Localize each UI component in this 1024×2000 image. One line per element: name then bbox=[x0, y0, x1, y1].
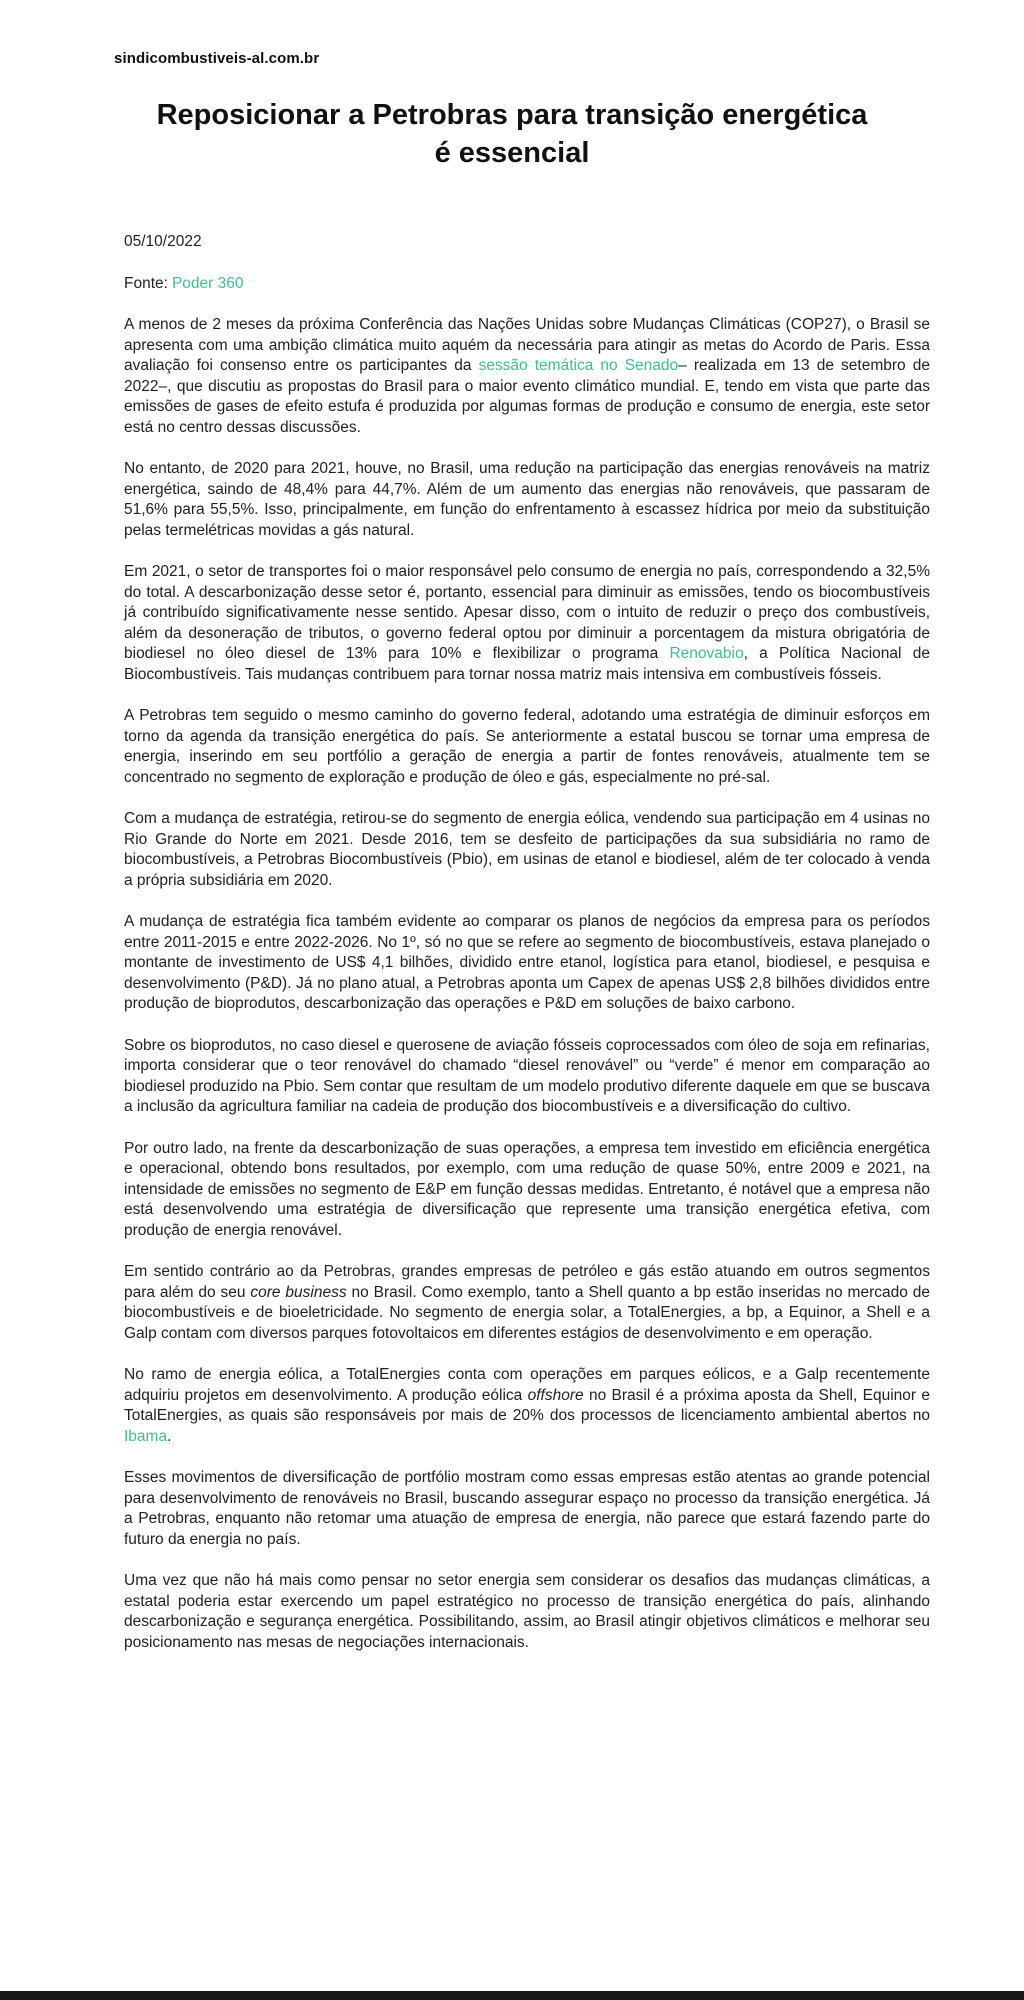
page-title-line-1: Reposicionar a Petrobras para transição energética bbox=[156, 99, 868, 131]
text-segment: A Petrobras tem seguido o mesmo caminho do governo federal, adotando uma estratégia de diminuir esforços em torno da agenda da transição energética do país. Se anteriormente a estatal buscou se tornar uma empresa de energia, inserindo em seu portfólio a geração de energia a partir de fontes renováveis, atualmente tem se concentrado no segmento de exploração e produção de óleo e gás, especialmente no pré-sal. bbox=[124, 707, 930, 786]
inline-link[interactable]: sessão temática no Senado bbox=[478, 357, 679, 374]
article-source bbox=[124, 274, 930, 295]
article-paragraph bbox=[124, 809, 930, 891]
article-paragraph bbox=[124, 1365, 930, 1447]
text-segment: no Brasil. Como exemplo, tanto a Shell quanto a bp estão inseridas no mercado de biocombustíveis e de bioeletricidade. No segmento de energia solar, a TotalEnergies, a bp, a Equinor, a Shell e a Galp contam com diversos parques fotovoltaicos em diferentes estágios de desenvolvimento e em operação. bbox=[124, 1283, 930, 1342]
text-segment: no Brasil é a próxima aposta da Shell, Equinor e TotalEnergies, as quais são responsáveis por mais de 20% dos processos de licenciamento ambiental abertos no bbox=[124, 1386, 931, 1424]
article-paragraph bbox=[124, 315, 930, 438]
article-paragraph bbox=[124, 706, 930, 788]
text-segment: No entanto, de 2020 para 2021, houve, no Brasil, uma redução na participação das energias renováveis na matriz energética, saindo de 48,4% para 44,7%. Além de um aumento das energias não renováveis, que passaram de 51,6% para 55,5%. Isso, principalmente, em função do enfrentamento à escassez hídrica por meio da substituição pelas termelétricas movidas a gás natural. bbox=[124, 460, 930, 539]
source-link[interactable]: Poder 360 bbox=[171, 274, 244, 292]
article-paragraph bbox=[124, 1139, 930, 1242]
article-paragraph bbox=[124, 459, 930, 541]
article-paragraph bbox=[124, 912, 930, 1015]
text-segment: Esses movimentos de diversificação de portfólio mostram como essas empresas estão atentas ao grande potencial para desenvolvimento de renováveis no Brasil, buscando assegurar espaço no processo da transição energética. Já a Petrobras, enquanto não retomar uma atuação de empresa de energia, não parece que estará fazendo parte do futuro da energia no país. bbox=[124, 1469, 930, 1548]
text-segment: A menos de 2 meses da próxima Conferência das Nações Unidas sobre Mudanças Climáticas (COP27), o Brasil se apresenta com uma ambição climática muito aquém da necessária para atingir as metas do Acordo de Paris. Essa avaliação foi consenso entre os participantes da bbox=[124, 316, 930, 374]
text-segment: A mudança de estratégia fica também evidente ao comparar os planos de negócios da empresa para os períodos entre 2011-2015 e entre 2022-2026. No 1º, só no que se refere ao segmento de biocombustíveis, estava planejado o montante de investimento de US$ 4,1 bilhões, dividido entre etanol, logística para etanol, biodiesel, e pesquisa e desenvolvimento (P&D). Já no plano atual, a Petrobras aponta um Capex de apenas US$ 2,8 bilhões divididos entre produção de bioprodutos, descarbonização das operações e P&D em soluções de baixo carbono. bbox=[124, 913, 930, 1012]
article-paragraph bbox=[124, 1468, 930, 1550]
article-paragraph bbox=[124, 562, 930, 685]
text-segment: Em 2021, o setor de transportes foi o maior responsável pelo consumo de energia no país, correspondendo a 32,5% do total. A descarbonização desse setor é, portanto, essencial para diminuir as emissões, tendo os biocombustíveis já contribuído significativamente nesse sentido. Apesar disso, com o intuito de reduzir o preço dos combustíveis, além da desoneração de tributos, o governo federal optou por diminuir a porcentagem da mistura obrigatória de biodiesel no óleo diesel de 13% para 10% e flexibilizar o programa bbox=[124, 563, 930, 662]
article-content bbox=[124, 232, 930, 1674]
page-title-line-2: é essencial bbox=[434, 137, 590, 169]
article-paragraph bbox=[124, 1571, 930, 1653]
source-label: Fonte: bbox=[124, 274, 168, 292]
text-segment: Em sentido contrário ao da Petrobras, grandes empresas de petróleo e gás estão atuando em outros segmentos para além do seu bbox=[124, 1263, 930, 1301]
italic-text: core business bbox=[250, 1283, 347, 1301]
site-name: sindicombustiveis-al.com.br bbox=[114, 50, 320, 67]
inline-link[interactable]: Renovabio bbox=[669, 645, 744, 662]
article-body bbox=[124, 315, 930, 1653]
article-date: 05/10/2022 bbox=[124, 233, 202, 250]
text-segment: , a Política Nacional de Biocombustíveis. Tais mudanças contribuem para tornar nossa matriz mais intensiva em combustíveis fósseis. bbox=[124, 645, 930, 683]
text-segment: No ramo de energia eólica, a TotalEnergies conta com operações em parques eólicos, e a Galp recentemente adquiriu projetos em desenvolvimento. A produção eólica bbox=[124, 1366, 930, 1404]
text-segment: Por outro lado, na frente da descarbonização de suas operações, a empresa tem investido em eficiência energética e operacional, obtendo bons resultados, por exemplo, com uma redução de quase 50%, entre 2009 e 2021, na intensidade de emissões no segmento de E&P em função dessas medidas. Entretanto, é notável que a empresa não está desenvolvendo uma estratégia de diversificação que represente uma transição energética efetiva, com produção de energia renovável. bbox=[124, 1139, 930, 1239]
article-paragraph bbox=[124, 1262, 930, 1344]
text-segment: . bbox=[167, 1427, 172, 1445]
footer-bar bbox=[0, 1991, 1024, 2000]
text-segment: Sobre os bioprodutos, no caso diesel e querosene de aviação fósseis coprocessados com óleo de soja em refinarias, importa considerar que o teor renovável do chamado “diesel renovável” ou “verde” é menor em comparação ao biodiesel produzido na Pbio. Sem contar que resultam de um modelo produtivo diferente daquele em que se buscava a inclusão da agricultura familiar na cadeia de produção dos biocombustíveis e a diversificação do cultivo. bbox=[124, 1036, 930, 1115]
text-segment: Com a mudança de estratégia, retirou-se do segmento de energia eólica, vendendo sua participação em 4 usinas no Rio Grande do Norte em 2021. Desde 2016, tem se desfeito de participações da sua subsidiária no ramo de biocombustíveis, a Petrobras Biocombustíveis (Pbio), em usinas de etanol e biodiesel, além de ter colocado à venda a própria subsidiária em 2020. bbox=[124, 810, 930, 889]
page-title bbox=[0, 96, 1024, 172]
inline-link[interactable]: Ibama bbox=[124, 1427, 168, 1445]
italic-text: offshore bbox=[527, 1386, 584, 1404]
article-paragraph bbox=[124, 1036, 930, 1118]
text-segment: – realizada em 13 de setembro de 2022–, que discutiu as propostas do Brasil para o maior evento climático mundial. E, tendo em vista que parte das emissões de gases de efeito estufa é produzida por algumas formas de produção e consumo de energia, este setor está no centro dessas discussões. bbox=[124, 357, 930, 436]
text-segment: Uma vez que não há mais como pensar no setor energia sem considerar os desafios das mudanças climáticas, a estatal poderia estar exercendo um papel estratégico no processo de transição energética do país, alinhando descarbonização e segurança energética. Possibilitando, assim, ao Brasil atingir objetivos climáticos e melhorar seu posicionamento nas mesas de negociações internacionais. bbox=[124, 1572, 930, 1651]
